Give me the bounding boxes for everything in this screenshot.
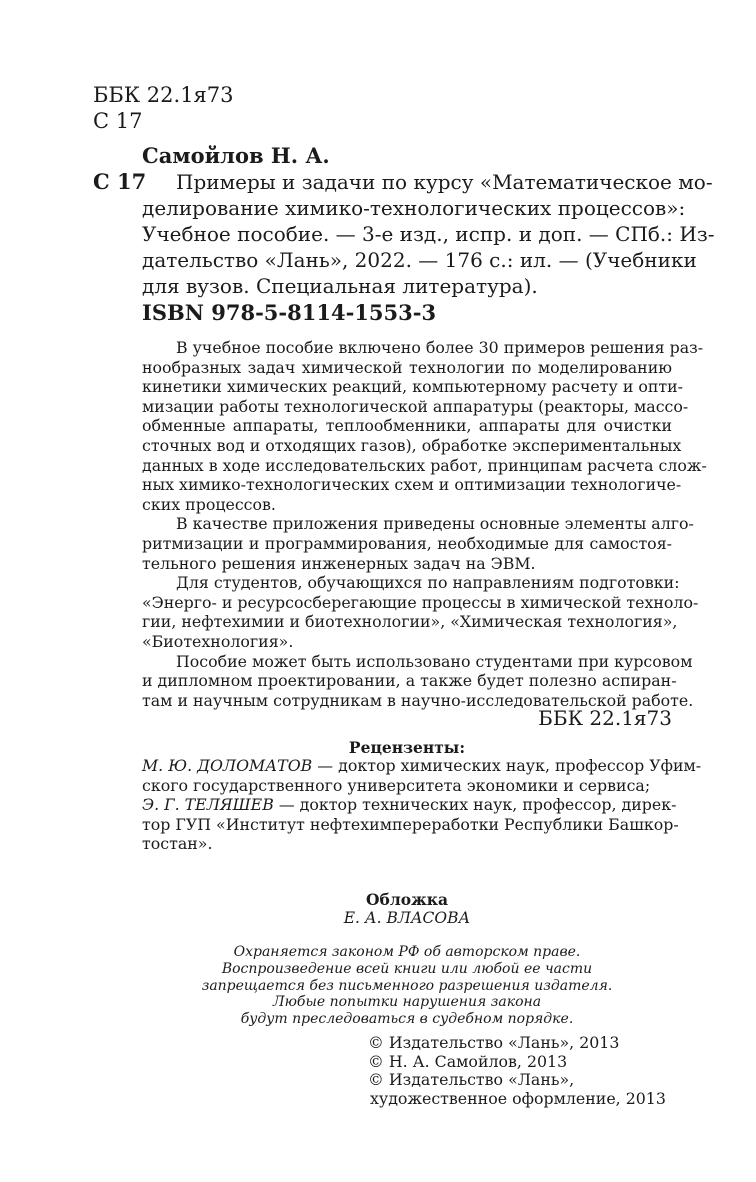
annotation-line: Пособие может быть использовано студентами при курсовом bbox=[176, 651, 693, 671]
reviewers-title: Рецензенты: bbox=[348, 738, 466, 757]
isbn: ISBN 978-5-8114-1553-3 bbox=[142, 300, 437, 325]
annotation-line: В учебное пособие включено более 30 примеров решения раз- bbox=[176, 338, 704, 357]
copyright-line: © Н. А. Самойлов, 2013 bbox=[368, 1051, 568, 1071]
annotation-line: ных химико-технологических схем и оптимизации технологиче- bbox=[142, 475, 682, 495]
annotation-line: нообразных задач химической технологии по моделированию bbox=[142, 357, 672, 377]
author-mark-bold: С 17 bbox=[93, 169, 147, 194]
annotation-line: тельного решения инженерных задач на ЭВМ. bbox=[142, 553, 536, 573]
reviewer-text: ского государственного университета экономики и сервиса; bbox=[142, 775, 651, 795]
reviewer-text: — доктор химических наук, профессор Уфим- bbox=[312, 756, 702, 775]
reviewer-name: Э. Г. ТЕЛЯШЕВ bbox=[142, 795, 274, 815]
reviewers bbox=[142, 756, 702, 854]
cover-designer: Е. А. ВЛАСОВА bbox=[343, 909, 471, 927]
reviewer-line bbox=[142, 814, 679, 835]
annotation-line: «Энерго- и ресурсосберегающие процессы в химической техноло- bbox=[142, 592, 699, 612]
biblio-line: Примеры и задачи по курсу «Математическое мо- bbox=[176, 170, 713, 194]
annotation-line: «Биотехнология». bbox=[142, 631, 294, 651]
biblio-line: Учебное пособие. — 3-е изд., испр. и доп. — СПб.: Из- bbox=[142, 222, 715, 246]
notice-line: Охраняется законом РФ об авторском праве. bbox=[233, 944, 581, 960]
cover-title: Обложка bbox=[366, 890, 448, 909]
annotation-line: там и научным сотрудникам в научно-исследовательской работе. bbox=[142, 690, 694, 710]
copyrights bbox=[368, 1034, 666, 1108]
bbk-code-right: ББК 22.1я73 bbox=[538, 706, 672, 730]
annotation-line: Для студентов, обучающихся по направлениям подготовки: bbox=[176, 573, 680, 593]
biblio-line: для вузов. Специальная литература). bbox=[142, 274, 538, 298]
annotation-line: сточных вод и отходящих газов), обработке экспериментальных bbox=[142, 435, 682, 455]
annotation-line: ритмизации и программирования, необходимые для самостоя- bbox=[142, 533, 672, 553]
annotation-line: и дипломном проектировании, а также будет полезно аспиран- bbox=[142, 671, 677, 691]
reviewer-line bbox=[142, 776, 672, 796]
notice-line: будут преследоваться в судебном порядке. bbox=[240, 1011, 574, 1028]
reviewer-line bbox=[142, 795, 677, 815]
bibliographic-description bbox=[142, 169, 715, 299]
bbk-code: ББК 22.1я73 bbox=[93, 83, 234, 107]
author-mark: С 17 bbox=[93, 109, 143, 133]
copyright-line: © Издательство «Лань», 2013 bbox=[368, 1033, 620, 1052]
reviewer-line bbox=[142, 834, 672, 854]
biblio-line: дательство «Лань», 2022. — 176 с.: ил. — (Учебники bbox=[142, 248, 697, 272]
annotation-line: гии, нефтехимии и биотехнологии», «Химическая технология», bbox=[142, 612, 678, 632]
annotation bbox=[142, 338, 707, 710]
reviewer-text: — доктор технических наук, профессор, дирек- bbox=[273, 795, 677, 815]
annotation-line: кинетики химических реакций, компьютерному расчету и опти- bbox=[142, 377, 684, 397]
annotation-line: мизации работы технологической аппаратуры (реакторы, массо- bbox=[142, 396, 689, 416]
notice-line: запрещается без письменного разрешения издателя. bbox=[201, 977, 613, 994]
author-name: Самойлов Н. А. bbox=[142, 143, 330, 168]
annotation-line: данных в ходе исследовательских работ, принципам расчета слож- bbox=[142, 455, 707, 475]
reviewer-text: тор ГУП «Институт нефтехимпереработки Республики Башкор- bbox=[142, 814, 679, 834]
reviewer-line bbox=[142, 756, 702, 776]
copyright-line: художественное оформление, 2013 bbox=[370, 1088, 666, 1108]
annotation-line: В качестве приложения приведены основные элементы алго- bbox=[176, 514, 694, 534]
notice-line: Любые попытки нарушения закона bbox=[272, 994, 542, 1011]
annotation-line: обменные аппараты, теплообменники, аппараты для очистки bbox=[142, 416, 672, 436]
copyright-notice bbox=[142, 944, 672, 1028]
copyright-line: © Издательство «Лань», bbox=[368, 1070, 575, 1090]
biblio-line: делирование химико-технологических процессов»: bbox=[142, 196, 686, 220]
reviewer-name: М. Ю. ДОЛОМАТОВ bbox=[142, 756, 313, 775]
annotation-line: ских процессов. bbox=[142, 494, 276, 514]
notice-line: Воспроизведение всей книги или любой ее части bbox=[221, 960, 593, 977]
reviewer-text: тостан». bbox=[142, 834, 213, 854]
